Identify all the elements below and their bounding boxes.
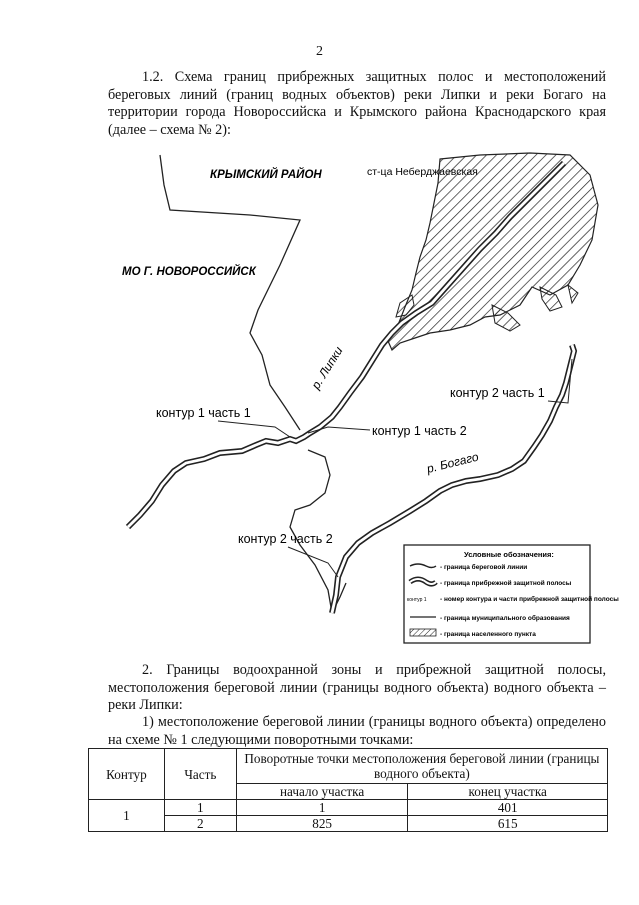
label-contour-1-part-1: контур 1 часть 1 xyxy=(156,406,251,420)
legend-item-protective-strip: - граница прибрежной защитной полосы xyxy=(440,580,572,587)
header-part: Часть xyxy=(164,749,236,800)
legend-title: Условные обозначения: xyxy=(464,550,554,559)
turning-points-table xyxy=(88,748,608,832)
legend-item-settlement: - граница населенного пункта xyxy=(440,631,536,638)
section-1-2-text: 1.2. Схема границ прибрежных защитных полос и местоположений береговых линий (границ водных объектов) реки Липки и реки Богаго на территории города Новороссийска и Крымского района Краснодарского края (далее – схема № 2): xyxy=(108,69,606,138)
legend-item-municipal: - граница муниципального образования xyxy=(440,615,570,622)
section-2-text: 2. Границы водоохранной зоны и прибрежной защитной полосы, местоположения береговой линии (границы водного объекта) водного объекта – реки Липки: xyxy=(108,662,606,713)
cell-start: 825 xyxy=(236,816,408,832)
label-river-bogago: р. Богаго xyxy=(425,449,480,476)
section-2-1-text: 1) местоположение береговой линии (границы водного объекта) определено на схеме № 1 следующими поворотными точками: xyxy=(108,714,606,748)
cell-end: 615 xyxy=(408,816,608,832)
label-novorossiysk: МО Г. НОВОРОССИЙСК xyxy=(122,266,256,278)
map-legend xyxy=(404,545,619,643)
legend-symbol-contour: контур 1 xyxy=(407,597,427,603)
label-contour-2-part-1: контур 2 часть 1 xyxy=(450,386,545,400)
cell-start: 1 xyxy=(236,800,408,816)
header-turning-points: Поворотные точки местоположения береговой линии (границы водного объекта) xyxy=(236,749,607,784)
municipal-boundary-north xyxy=(160,155,300,430)
section-1-2-paragraph xyxy=(108,69,606,139)
label-river-lipki: р. Липки xyxy=(308,344,346,392)
leader-contour-1-part-1 xyxy=(218,421,290,437)
label-crimean-district: КРЫМСКИЙ РАЙОН xyxy=(210,169,322,181)
cell-contour: 1 xyxy=(89,800,165,832)
label-village: ст-ца Неберджаевская xyxy=(367,166,478,178)
cell-part: 1 xyxy=(164,800,236,816)
header-start: начало участка xyxy=(236,784,408,800)
table-row xyxy=(89,816,608,832)
label-contour-2-part-2: контур 2 часть 2 xyxy=(238,532,333,546)
settlement-area xyxy=(388,153,598,350)
scheme-2-map xyxy=(100,145,620,638)
legend-item-contour-number: - номер контура и части прибрежной защитной полосы xyxy=(440,596,619,603)
table-header-row xyxy=(89,749,608,784)
section-2-1-paragraph xyxy=(108,714,606,749)
cell-part: 2 xyxy=(164,816,236,832)
label-contour-1-part-2: контур 1 часть 2 xyxy=(372,424,467,438)
table-row xyxy=(89,800,608,816)
section-2-paragraph xyxy=(108,662,606,715)
header-contour: Контур xyxy=(89,749,165,800)
legend-item-shoreline: - граница береговой линии xyxy=(440,564,528,571)
page-number: 2 xyxy=(316,44,323,59)
cell-end: 401 xyxy=(408,800,608,816)
legend-symbol-settlement xyxy=(410,629,436,636)
header-end: конец участка xyxy=(408,784,608,800)
